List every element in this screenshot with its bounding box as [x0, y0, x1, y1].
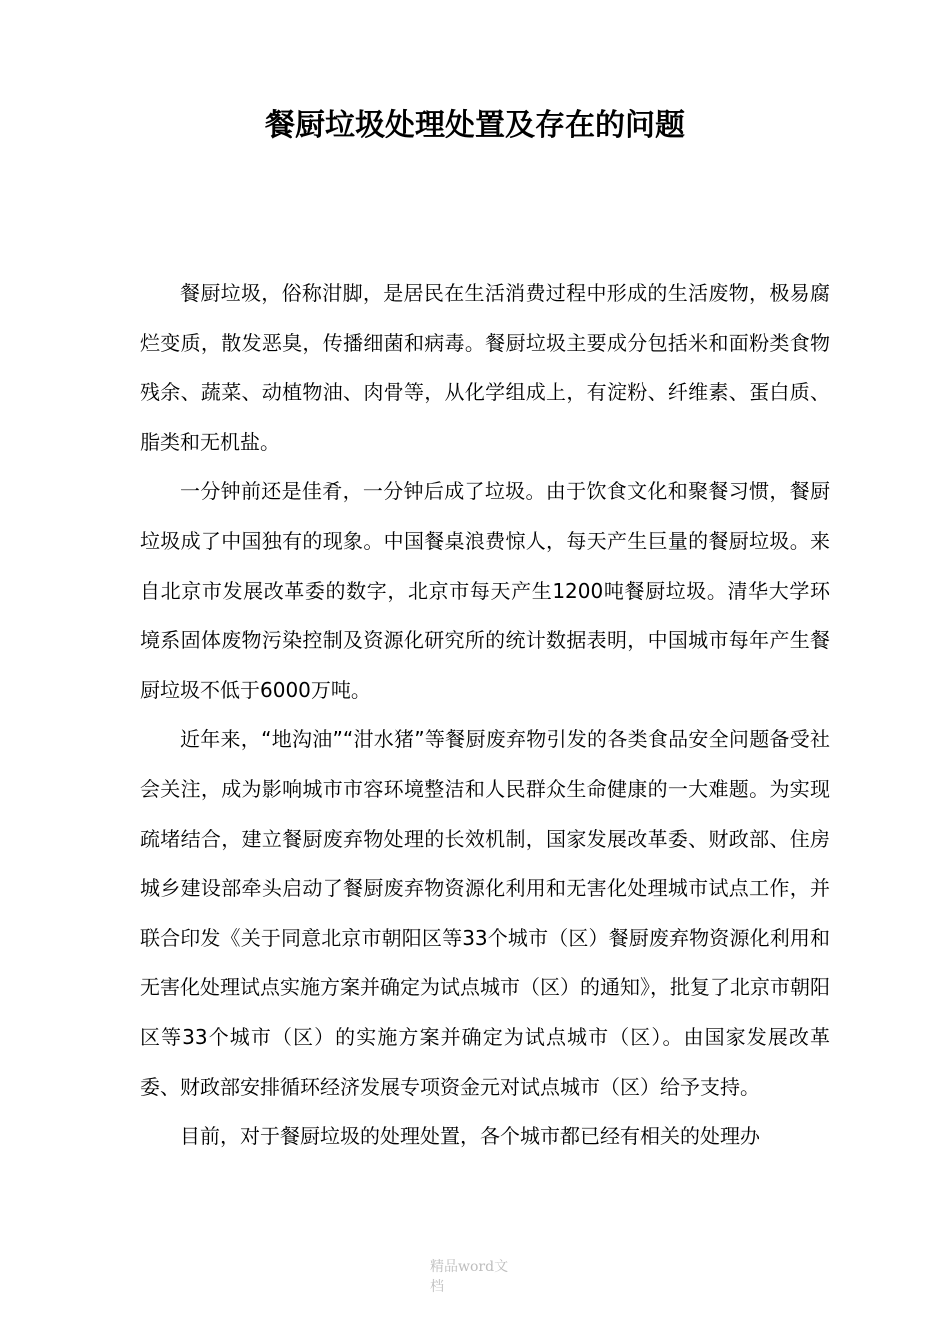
- paragraph-4: 目前，对于餐厨垃圾的处理处置，各个城市都已经有相关的处理办: [180, 1124, 760, 1149]
- paragraph-2: 一分钟前还是佳肴，一分钟后成了垃圾。由于饮食文化和聚餐习惯，餐厨垃圾成了中国独有的现象。中国餐桌浪费惊人，每天产生巨量的餐厨垃圾。来自北京市发展改革委的数字，北京市每天产生1200吨餐厨垃圾。清华大学环境系固体废物污染控制及资源化研究所的统计数据表明，中国城市每年产生餐厨垃圾不低于6000万吨。: [140, 479, 830, 702]
- footer-watermark: 精品word文档: [430, 1259, 509, 1295]
- document-body: [140, 269, 830, 1162]
- document-title: 餐厨垃圾处理处置及存在的问题: [265, 108, 685, 143]
- paragraph-1: 餐厨垃圾，俗称泔脚，是居民在生活消费过程中形成的生活废物，极易腐烂变质，散发恶臭，传播细菌和病毒。餐厨垃圾主要成分包括米和面粉类食物残余、蔬菜、动植物油、肉骨等，从化学组成上，有淀粉、纤维素、蛋白质、脂类和无机盐。: [140, 281, 830, 454]
- paragraph-3: 近年来，“地沟油”“泔水猪”等餐厨废弃物引发的各类食品安全问题备受社会关注，成为影响城市市容环境整洁和人民群众生命健康的一大难题。为实现疏堵结合，建立餐厨废弃物处理的长效机制，国家发展改革委、财政部、住房城乡建设部牵头启动了餐厨废弃物资源化利用和无害化处理城市试点工作，并联合印发《关于同意北京市朝阳区等33个城市（区）餐厨废弃物资源化利用和无害化处理试点实施方案并确定为试点城市（区）的通知》，批复了北京市朝阳区等33个城市（区）的实施方案并确定为试点城市（区）。由国家发展改革委、财政部安排循环经济发展专项资金元对试点城市（区）给予支持。: [140, 727, 830, 1099]
